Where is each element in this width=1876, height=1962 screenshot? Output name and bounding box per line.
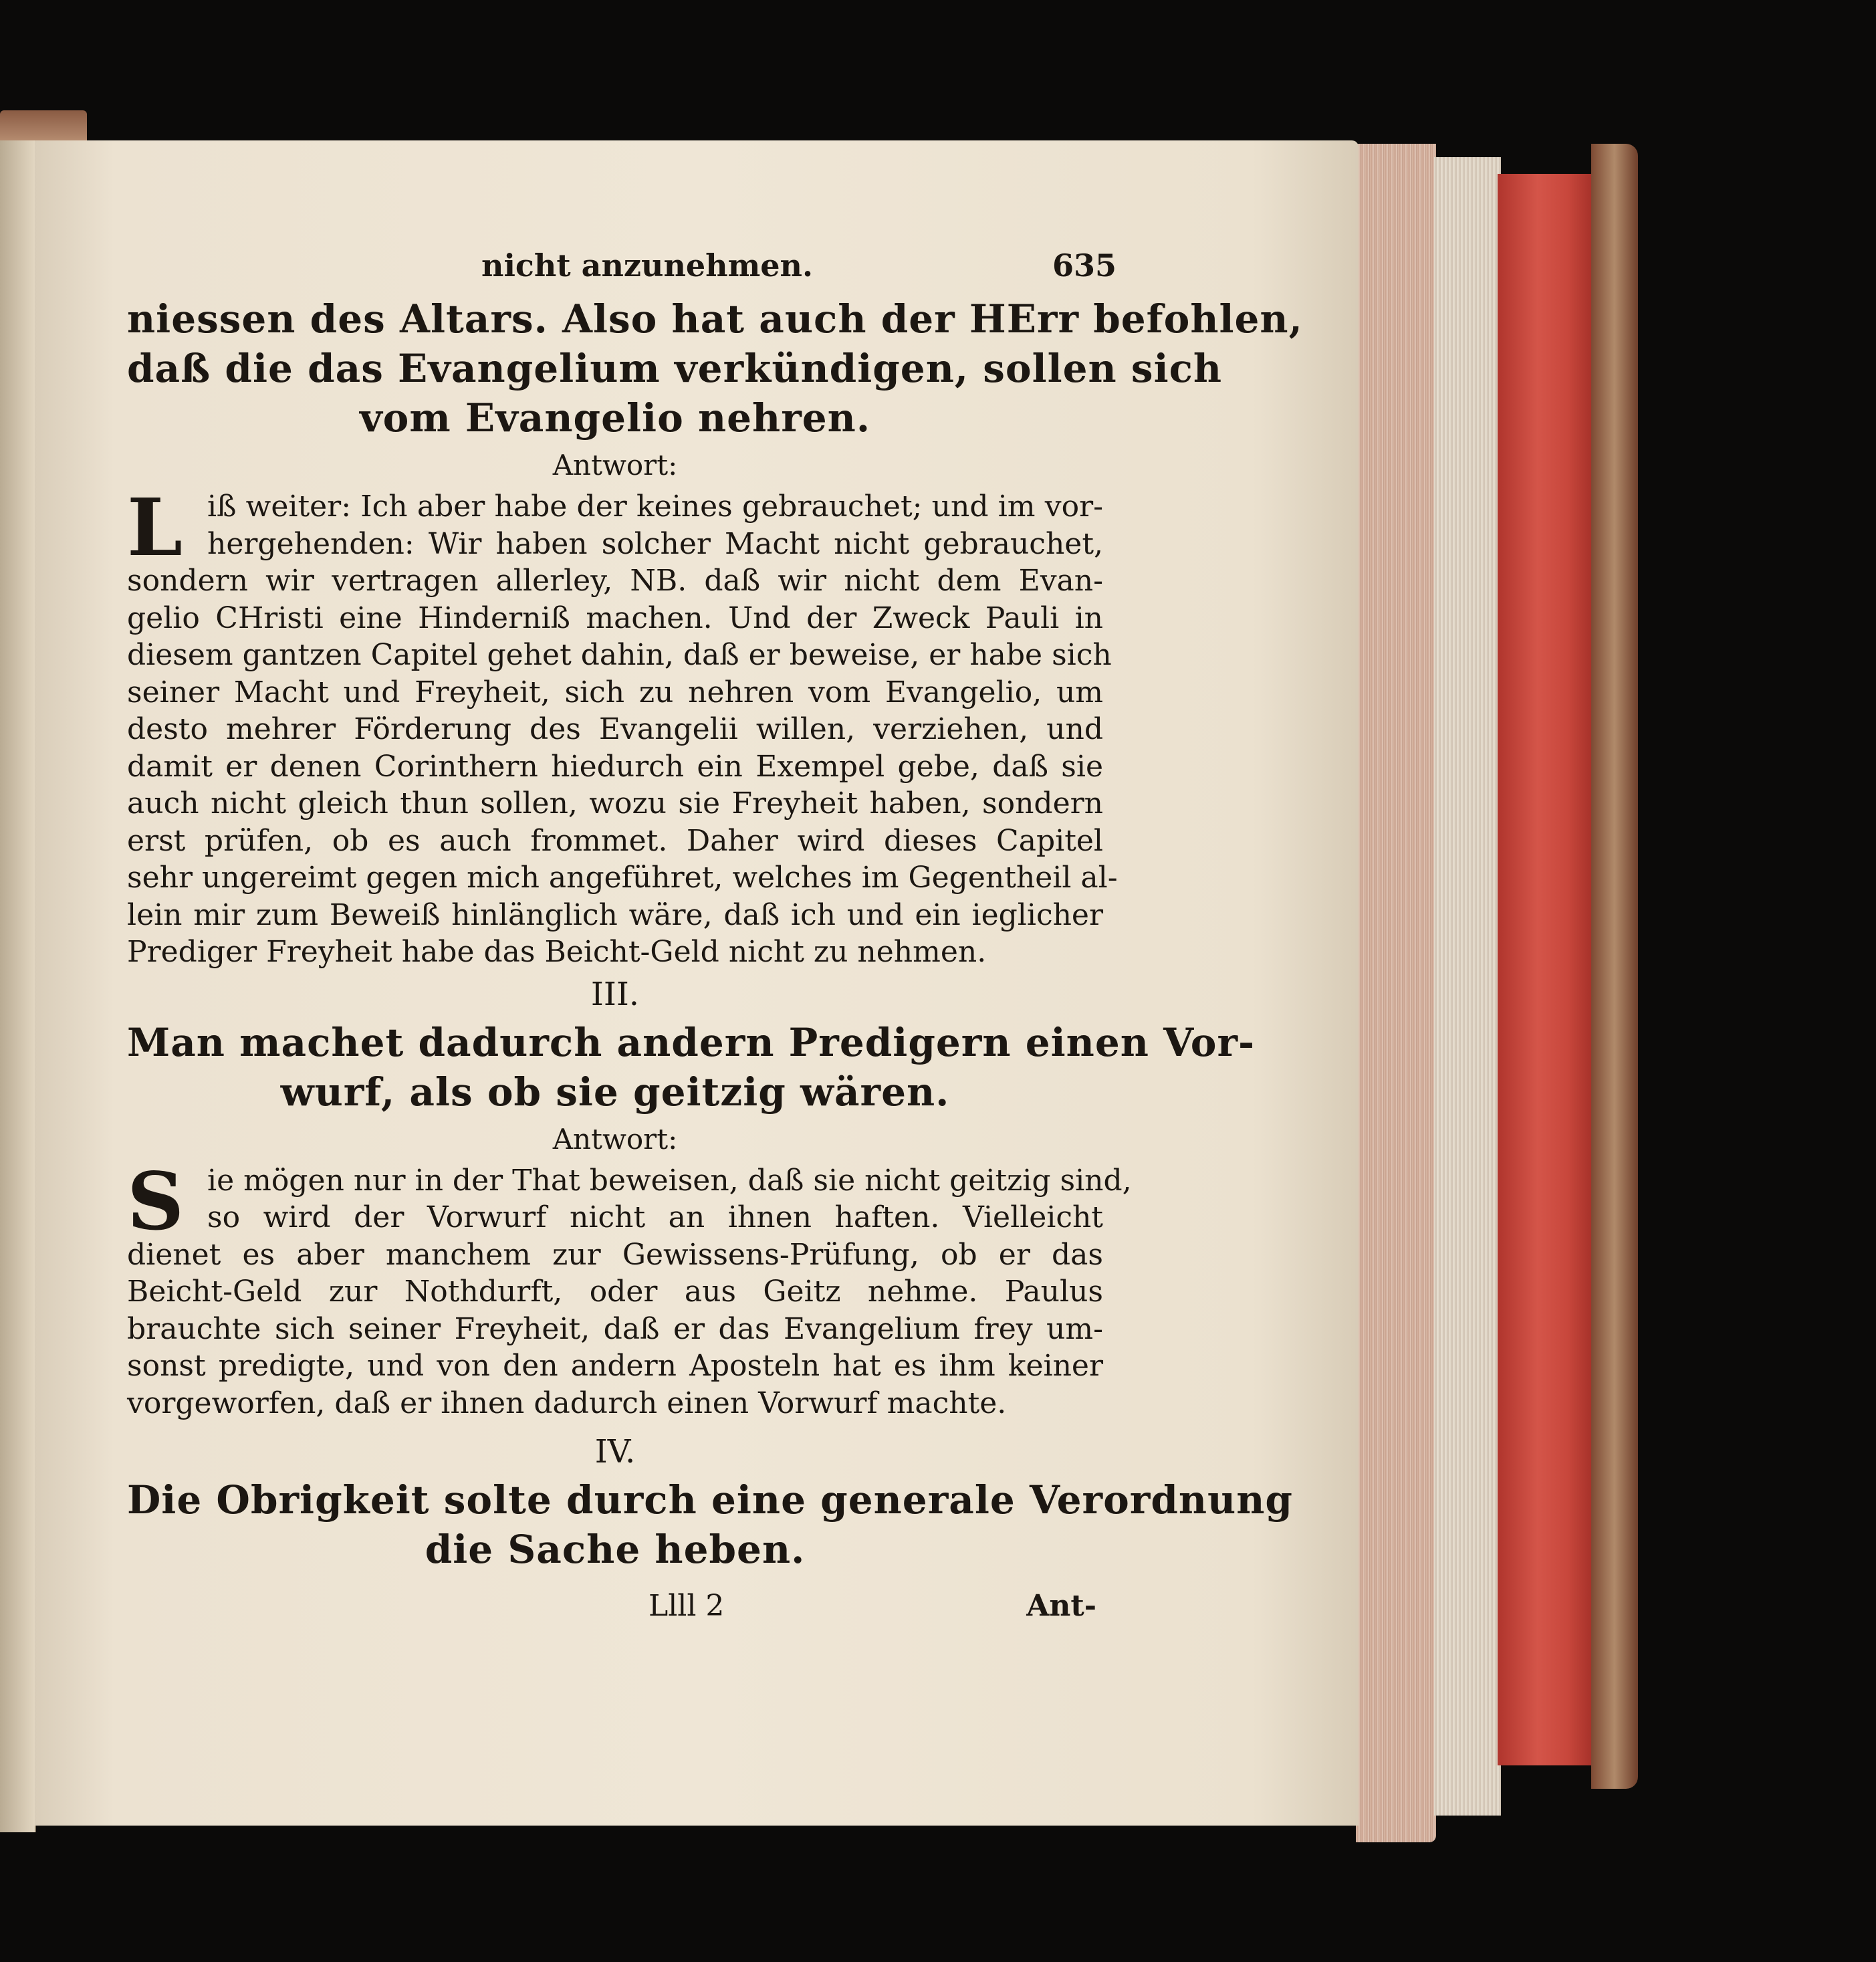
answer-label: Antwort: xyxy=(552,1122,678,1156)
body-line: sonst predigte, und von den andern Aposteln hat es ihm keiner xyxy=(127,1349,1103,1383)
page-block-edges xyxy=(1356,144,1436,1842)
catchword: Ant- xyxy=(1026,1589,1096,1623)
body-line: hergehenden: Wir haben solcher Macht nicht gebrauchet, xyxy=(207,526,1103,561)
page-text xyxy=(127,241,1303,1636)
body-line: Beicht-Geld zur Nothdurft, oder aus Geitz nehme. Paulus xyxy=(127,1275,1103,1309)
body-line: brauchte sich seiner Freyheit, daß er das Evangelium frey um- xyxy=(127,1311,1103,1346)
section-heading xyxy=(127,1018,1256,1117)
heading-line: niessen des Altars. Also hat auch der HErr befohlen, xyxy=(127,296,1303,342)
body-line: ie mögen nur in der That beweisen, daß sie nicht geitzig sind, xyxy=(207,1163,1132,1198)
body-line: diesem gantzen Capitel gehet dahin, daß er beweise, er habe sich xyxy=(127,638,1112,672)
red-page-edge xyxy=(1498,174,1598,1765)
section-numeral: III. xyxy=(590,975,640,1013)
signature-mark: Llll 2 xyxy=(649,1589,725,1623)
body-line: lein mir zum Beweiß hinlänglich wäre, daß ich und ein ieglicher xyxy=(127,897,1103,932)
body-line: sondern wir vertragen allerley, NB. daß wir nicht dem Evan- xyxy=(127,564,1103,598)
page-header xyxy=(127,241,1117,294)
body-line: Prediger Freyheit habe das Beicht-Geld nicht zu nehmen. xyxy=(127,935,987,969)
body-line: seiner Macht und Freyheit, sich zu nehren vom Evangelio, um xyxy=(127,675,1103,710)
left-page-edge xyxy=(0,140,36,1832)
heading-line: Die Obrigkeit solte durch eine generale Verordnung xyxy=(127,1477,1293,1523)
drop-cap: L xyxy=(127,481,183,574)
body-line: desto mehrer Förderung des Evangelii willen, verziehen, und xyxy=(127,712,1103,746)
body-line: so wird der Vorwurf nicht an ihnen haften. Vielleicht xyxy=(207,1200,1103,1234)
page-number: 635 xyxy=(1052,247,1117,284)
heading-line: vom Evangelio nehren. xyxy=(359,395,871,441)
book-cover xyxy=(1591,144,1638,1789)
answer-paragraph xyxy=(127,481,1118,971)
heading-line: daß die das Evangelium verkündigen, sollen sich xyxy=(127,346,1223,391)
section-heading xyxy=(127,1475,1293,1574)
body-line: auch nicht gleich thun sollen, wozu sie Freyheit haben, sondern xyxy=(127,786,1103,821)
body-line: dienet es aber manchem zur Gewissens-Prüfung, ob er das xyxy=(127,1237,1103,1272)
answer-paragraph xyxy=(127,1154,1132,1422)
heading-line: Man machet dadurch andern Predigern einen Vor- xyxy=(127,1019,1256,1065)
body-line: gelio CHristi eine Hinderniß machen. Und der Zweck Pauli in xyxy=(127,601,1103,635)
drop-cap: S xyxy=(127,1154,185,1248)
intro-heading xyxy=(127,294,1303,443)
body-line: iß weiter: Ich aber habe der keines gebrauchet; und im vor- xyxy=(207,489,1103,524)
section-numeral: IV. xyxy=(594,1433,636,1470)
answer-label: Antwort: xyxy=(552,449,678,481)
body-line: vorgeworfen, daß er ihnen dadurch einen Vorwurf machte. xyxy=(127,1386,1007,1420)
page-footer xyxy=(127,1589,1103,1636)
page-block-edges-inner xyxy=(1434,157,1501,1816)
heading-line: die Sache heben. xyxy=(425,1527,806,1572)
body-line: damit er denen Corinthern hiedurch ein Exempel gebe, daß sie xyxy=(127,749,1103,784)
body-line: erst prüfen, ob es auch frommet. Daher wird dieses Capitel xyxy=(127,823,1103,858)
body-line: sehr ungereimt gegen mich angeführet, welches im Gegentheil al- xyxy=(127,861,1118,895)
heading-line: wurf, als ob sie geitzig wären. xyxy=(280,1069,950,1115)
running-head: nicht anzunehmen. xyxy=(481,247,814,284)
